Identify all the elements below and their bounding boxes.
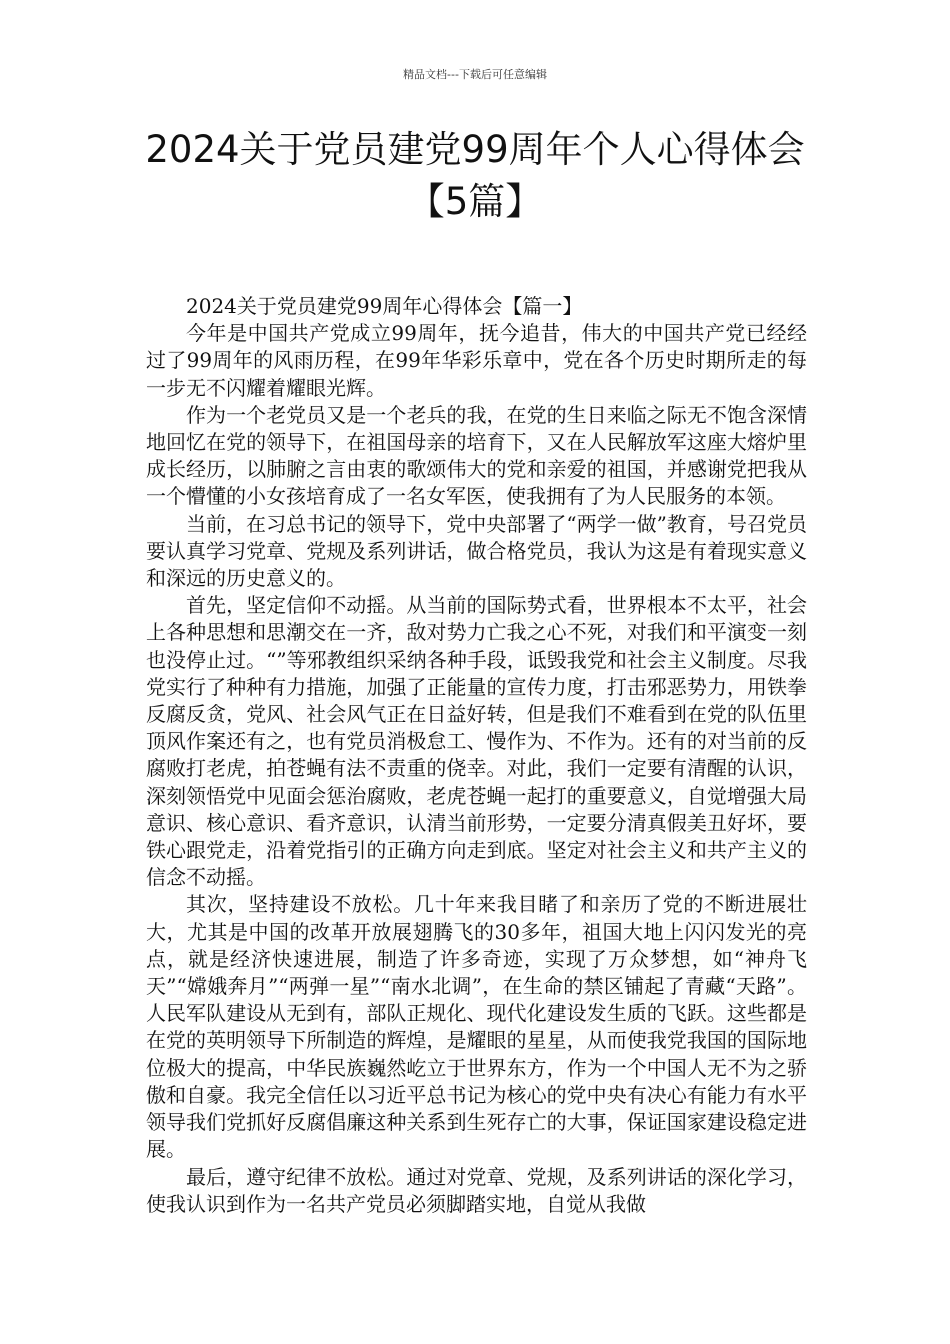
page-header: 精品文档---下载后可任意编辑 [403,68,547,81]
section-heading: 2024关于党员建党99周年心得体会【篇一】 [186,294,583,318]
body-paragraph: 最后，遵守纪律不放松。通过对党章、党规，及系列讲话的深化学习，使我认识到作为一名共产党员必须脚踏实地，自觉从我做 [146,1164,807,1216]
body-paragraph: 当前，在习总书记的领导下，党中央部署了“两学一做”教育，号召党员要认真学习党章、党规及系列讲话，做合格党员，我认为这是有着现实意义和深远的历史意义的。 [146,511,807,591]
document-title: 2024关于党员建党99周年个人心得体会【5篇】 [145,128,805,223]
document-body [146,293,807,1218]
body-paragraph: 今年是中国共产党成立99周年，抚今追昔，伟大的中国共产党已经经过了99周年的风雨历程，在99年华彩乐章中，党在各个历史时期所走的每一步无不闪耀着耀眼光辉。 [146,321,807,400]
body-paragraph: 首先，坚定信仰不动摇。从当前的国际势式看，世界根本不太平，社会上各种思想和思潮交在一齐，敌对势力亡我之心不死，对我们和平演变一刻也没停止过。“”等邪教组织采纳各种手段，诋毁我党和社会主义制度。尽我党实行了种种有力措施，加强了正能量的宣传力度，打击邪恶势力，用铁拳反腐反贪，党风、社会风气正在日益好转，但是我们不难看到在党的队伍里顶风作案还有之，也有党员消极怠工、慢作为、不作为。还有的对当前的反腐败打老虎，拍苍蝇有法不责重的侥幸。对此，我们一定要有清醒的认识，深刻领悟党中见面会惩治腐败，老虎苍蝇一起打的重要意义，自觉增强大局意识、核心意识、看齐意识，认清当前形势，一定要分清真假美丑好坏，要铁心跟党走，沿着党指引的正确方向走到底。坚定对社会主义和共产主义的信念不动摇。 [146,593,807,890]
body-paragraph: 作为一个老党员又是一个老兵的我，在党的生日来临之际无不饱含深情地回忆在党的领导下，在祖国母亲的培育下，又在人民解放军这座大熔炉里成长经历，以肺腑之言由衷的歌颂伟大的党和亲爱的祖国，并感谢党把我从一个懵懂的小女孩培育成了一名女军医，使我拥有了为人民服务的本领。 [146,402,807,509]
body-paragraph: 其次，坚持建设不放松。几十年来我目睹了和亲历了党的不断进展壮大，尤其是中国的改革开放展翅腾飞的30多年，祖国大地上闪闪发光的亮点，就是经济快速进展，制造了许多奇迹，实现了万众梦想，如“神舟飞天”“嫦娥奔月”“两弹一星”“南水北调”，在生命的禁区铺起了青藏“天路”。人民军队建设从无到有，部队正规化、现代化建设发生质的飞跃。这些都是在党的英明领导下所制造的辉煌，是耀眼的星星，从而使我党我国的国际地位极大的提高，中华民族巍然屹立于世界东方，作为一个中国人无不为之骄傲和自豪。我完全信任以习近平总书记为核心的党中央有决心有能力有水平领导我们党抓好反腐倡廉这种关系到生死存亡的大事，保证国家建设稳定进展。 [146,892,807,1162]
